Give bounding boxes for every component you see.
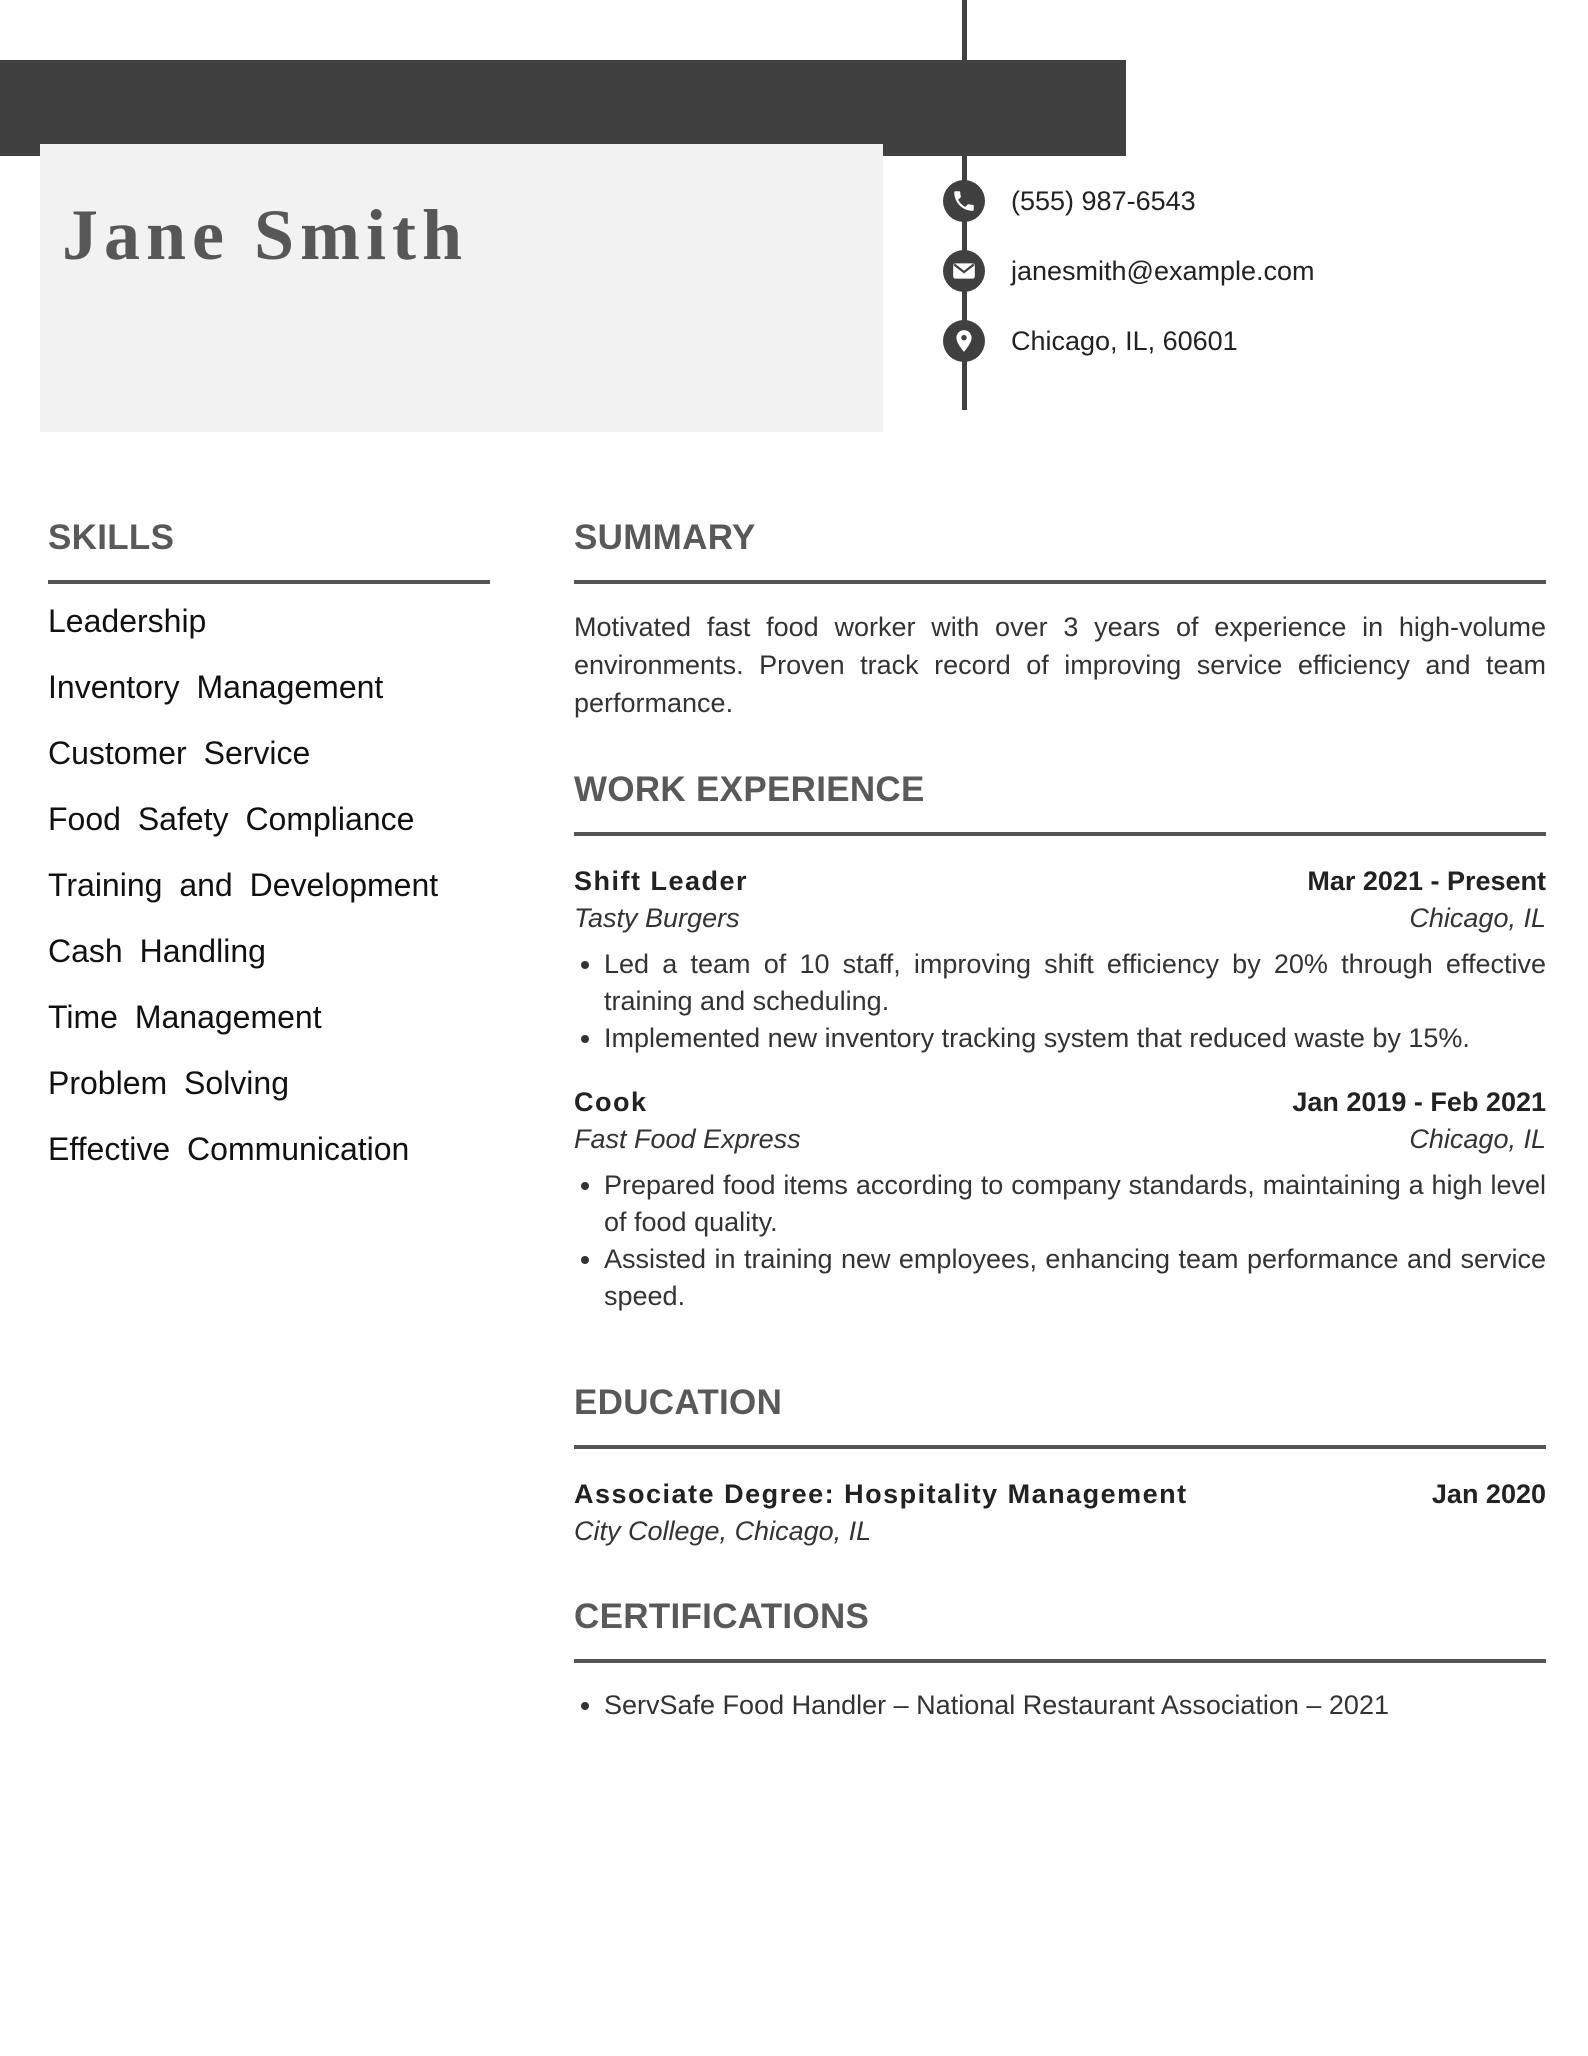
certifications-section xyxy=(574,1591,1546,1724)
job-company: Fast Food Express xyxy=(574,1124,801,1154)
job-company: Tasty Burgers xyxy=(574,903,740,933)
experience-divider xyxy=(574,832,1546,836)
job-bullets xyxy=(574,946,1546,1057)
experience-heading: WORK EXPERIENCE xyxy=(574,770,925,809)
job-location: Chicago, IL xyxy=(1409,903,1546,933)
skill-item: Customer Service xyxy=(48,735,311,771)
phone-icon xyxy=(943,180,985,222)
mail-icon xyxy=(943,250,985,292)
education-section xyxy=(574,1377,1546,1549)
summary-text: Motivated fast food worker with over 3 years of experience in high-volume environments. Proven track record of improving service efficiency and team performance. xyxy=(574,612,1546,718)
job-bullet: • Led a team of 10 staff, improving shift efficiency by 20% through effective training and scheduling. xyxy=(604,946,1546,1020)
summary-heading: SUMMARY xyxy=(574,518,756,557)
header-dark-bar xyxy=(0,60,1126,156)
skill-item: Training and Development xyxy=(48,867,439,903)
summary-divider xyxy=(574,580,1546,584)
school-name: City College, Chicago, IL xyxy=(574,1516,872,1546)
contact-phone xyxy=(943,180,1196,222)
contact-email-text[interactable]: janesmith@example.com xyxy=(1011,255,1315,286)
job-bullet: • Assisted in training new employees, enhancing team performance and service speed. xyxy=(604,1241,1546,1315)
skill-item: Leadership xyxy=(48,603,207,639)
education-divider xyxy=(574,1445,1546,1449)
location-pin-icon xyxy=(943,320,985,362)
job-title: Cook xyxy=(574,1087,648,1117)
candidate-name: Jane Smith xyxy=(62,195,469,275)
name-panel xyxy=(40,144,883,432)
certification-item: • ServSafe Food Handler – National Restaurant Association – 2021 xyxy=(604,1687,1546,1724)
job-location: Chicago, IL xyxy=(1409,1124,1546,1154)
contact-location xyxy=(943,320,1238,362)
certifications-heading: CERTIFICATIONS xyxy=(574,1597,870,1636)
job-date: Mar 2021 - Present xyxy=(1307,866,1546,896)
skill-item: Time Management xyxy=(48,999,322,1035)
contact-phone-text[interactable]: (555) 987-6543 xyxy=(1011,185,1196,216)
left-column xyxy=(48,512,490,1198)
skills-list xyxy=(48,604,490,1166)
education-entry xyxy=(574,1475,1546,1549)
job-bullets xyxy=(574,1167,1546,1315)
job-bullet: • Implemented new inventory tracking system that reduced waste by 15%. xyxy=(604,1020,1546,1057)
experience-section xyxy=(574,764,1546,1315)
job-title: Shift Leader xyxy=(574,866,749,896)
skill-item: Cash Handling xyxy=(48,933,266,969)
job-entry xyxy=(574,1083,1546,1315)
skill-item: Food Safety Compliance xyxy=(48,801,415,837)
contact-email xyxy=(943,250,1315,292)
skills-heading: SKILLS xyxy=(48,518,175,557)
contact-location-text: Chicago, IL, 60601 xyxy=(1011,325,1238,356)
summary-section xyxy=(574,512,1546,722)
right-column xyxy=(574,512,1546,1724)
skill-item: Inventory Management xyxy=(48,669,384,705)
skills-divider xyxy=(48,580,490,584)
job-bullet: • Prepared food items according to company standards, maintaining a high level of food quality. xyxy=(604,1167,1546,1241)
job-entry xyxy=(574,862,1546,1057)
degree-title: Associate Degree: Hospitality Management xyxy=(574,1479,1188,1509)
job-date: Jan 2019 - Feb 2021 xyxy=(1292,1087,1546,1117)
education-heading: EDUCATION xyxy=(574,1383,783,1422)
skill-item: Effective Communication xyxy=(48,1131,410,1167)
skill-item: Problem Solving xyxy=(48,1065,289,1101)
certifications-list xyxy=(574,1687,1546,1724)
degree-date: Jan 2020 xyxy=(1431,1479,1546,1509)
certifications-divider xyxy=(574,1659,1546,1663)
